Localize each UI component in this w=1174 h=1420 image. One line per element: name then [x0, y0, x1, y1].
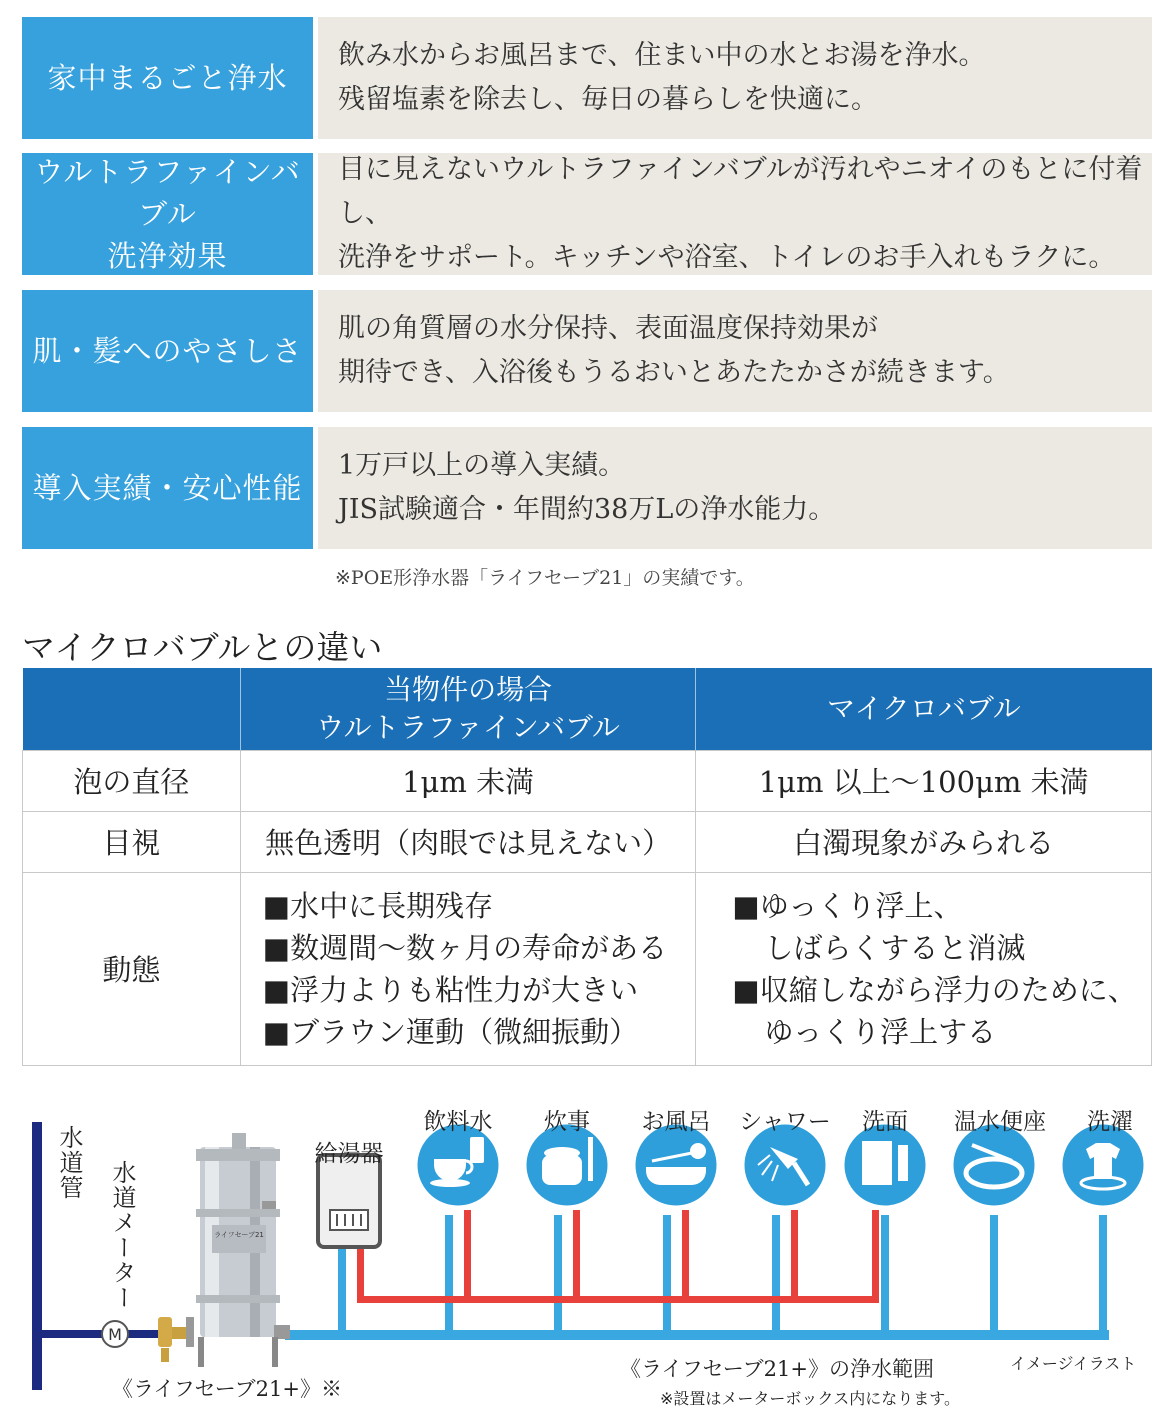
feature-label-text: 洗浄効果 — [107, 239, 228, 273]
cell-ufb: 1μm 未満 — [240, 750, 696, 811]
feature-desc-line: 1万戸以上の導入実績。 — [338, 450, 626, 481]
table-header-row — [23, 668, 1152, 750]
meter-symbol: M — [108, 1325, 122, 1344]
product-label: 《ライフセーブ21+》※ — [112, 1377, 342, 1401]
list-item: ■収縮しながら浮力のために、 — [732, 972, 1137, 1007]
feature-footnote: ※POE形浄水器「ライフセーブ21」の実績です。 — [335, 567, 755, 589]
feature-label — [22, 290, 313, 412]
water-pipe-label: 水道管 — [55, 1125, 83, 1200]
header-empty-cell — [23, 668, 241, 750]
list-item: しばらくすると消滅 — [764, 930, 1026, 965]
section-title: マイクロバブルとの違い — [22, 628, 383, 667]
feature-row-ufb-cleaning — [22, 153, 1152, 275]
water-heater-label: 給湯器 — [314, 1141, 384, 1167]
usage-label-washbasin: 洗面 — [862, 1109, 908, 1135]
header-microbubble: マイクロバブル — [696, 668, 1152, 750]
cell-microbubble: 白濁現象がみられる — [696, 811, 1152, 872]
feature-label-text: 導入実績・安心性能 — [32, 471, 303, 505]
feature-label-text: ウルトラファインバブル — [34, 155, 301, 231]
supply-pipe — [37, 1330, 102, 1338]
usage-label-toilet: 温水便座 — [954, 1109, 1046, 1135]
main-water-pipe — [32, 1122, 42, 1390]
list-item: ■水中に長期残存 — [262, 888, 494, 923]
filter-brand-text: ライフセーブ21 — [214, 1231, 264, 1239]
feature-desc-line: JIS試験適合・年間約38万Lの浄水能力。 — [338, 494, 836, 525]
feature-description — [318, 290, 1152, 412]
usage-label-laundry: 洗濯 — [1087, 1109, 1133, 1135]
usage-label-shower: シャワー — [739, 1109, 831, 1135]
usage-label-cooking: 炊事 — [544, 1109, 590, 1135]
cell-ufb: 無色透明（肉眼では見えない） — [240, 811, 696, 872]
usage-label-drinking: 飲料水 — [423, 1109, 493, 1135]
feature-description — [318, 427, 1152, 549]
filtration-range-caption: 《ライフセーブ21+》の浄水範囲 — [620, 1357, 934, 1381]
feature-label-text: 肌・髪へのやさしさ — [32, 334, 303, 368]
header-text: 当物件の場合 — [384, 672, 553, 706]
feature-row-skin-hair — [22, 290, 1152, 412]
cell-ufb-list — [240, 872, 696, 1065]
list-item: ■ブラウン運動（微細振動） — [262, 1014, 639, 1049]
feature-description — [318, 17, 1152, 139]
clean-water-pipe — [285, 1330, 1109, 1340]
row-label: 泡の直径 — [23, 750, 241, 811]
water-flow-diagram — [0, 1085, 1174, 1420]
feature-label — [22, 17, 313, 139]
cell-microbubble-list — [696, 872, 1152, 1065]
filter-unit-icon — [158, 1133, 290, 1367]
feature-desc-line: 洗浄をサポート。キッチンや浴室、トイレのお手入れもラクに。 — [338, 242, 1116, 273]
list-item: ■数週間〜数ヶ月の寿命がある — [262, 930, 668, 965]
list-item: ゆっくり浮上する — [764, 1014, 997, 1049]
list-item: ■ゆっくり浮上、 — [732, 888, 963, 923]
feature-row-whole-house — [22, 17, 1152, 139]
comparison-table — [22, 668, 1152, 1066]
cell-microbubble: 1μm 以上〜100μm 未満 — [696, 750, 1152, 811]
image-illustration-note: イメージイラスト — [1010, 1354, 1137, 1373]
feature-label — [22, 427, 313, 549]
header-ufb — [240, 668, 696, 750]
installation-note: ※設置はメーターボックス内になります。 — [660, 1389, 960, 1408]
table-row — [23, 811, 1152, 872]
feature-desc-line: 飲み水からお風呂まで、住まい中の水とお湯を浄水。 — [338, 40, 986, 71]
usage-label-bath: お風呂 — [641, 1109, 711, 1135]
table-row — [23, 750, 1152, 811]
feature-desc-line: 残留塩素を除去し、毎日の暮らしを快適に。 — [338, 84, 878, 115]
feature-row-track-record — [22, 427, 1152, 549]
feature-description — [318, 153, 1152, 275]
header-text: ウルトラファインバブル — [316, 710, 620, 744]
feature-desc-line: 目に見えないウルトラファインバブルが汚れやニオイのもとに付着し、 — [338, 154, 1143, 229]
water-meter-icon — [102, 1321, 128, 1347]
row-label: 動態 — [23, 872, 241, 1065]
feature-label-text: 家中まるごと浄水 — [47, 61, 288, 95]
feature-label — [22, 153, 313, 275]
water-meter-label: 水道メーター — [108, 1160, 136, 1310]
table-row — [23, 872, 1152, 1065]
list-item: ■浮力よりも粘性力が大きい — [262, 972, 639, 1007]
hot-water-pipe — [357, 1240, 364, 1302]
feature-desc-line: 期待でき、入浴後もうるおいとあたたかさが続きます。 — [338, 357, 1010, 388]
row-label: 目視 — [23, 811, 241, 872]
feature-desc-line: 肌の角質層の水分保持、表面温度保持効果が — [338, 313, 878, 344]
water-heater-icon — [318, 1155, 380, 1247]
